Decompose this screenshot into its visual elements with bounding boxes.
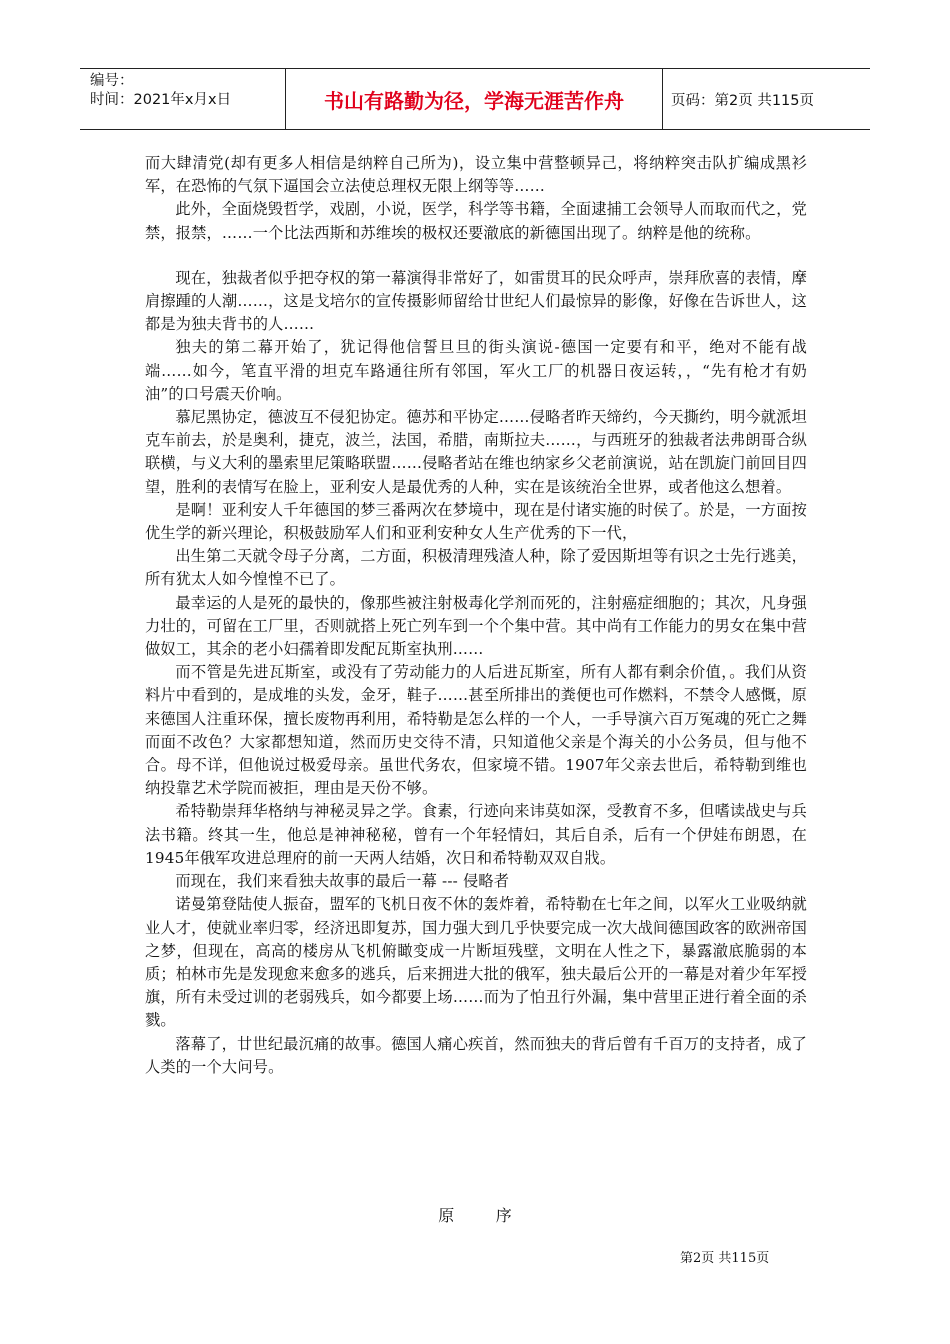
page-footer: 第2页 共115页 [680,1251,770,1266]
paragraph: 最幸运的人是死的最快的，像那些被注射极毒化学剂而死的，注射癌症细胞的；其次，凡身强力壮的，可留在工厂里，否则就搭上死亡列车到一个个集中营。其中尚有工作能力的男女在集中营做奴工，其余的老小妇孺着即发配瓦斯室执刑…… [145,593,807,659]
paragraph: 出生第二天就令母子分离，二方面，积极清理残渣人种，除了爱因斯坦等有识之士先行逃美，所有犹太人如今惶惶不已了。 [145,547,807,589]
document-body [145,152,807,1079]
header-meta [80,69,285,129]
paragraph: 而大肆清党(却有更多人相信是纳粹自己所为)，设立集中营整顿异己，将纳粹突击队扩编成黑衫军，在恐怖的气氛下逼国会立法使总理权无限上纲等等…… [145,154,807,196]
paragraph: 慕尼黑协定，德波互不侵犯协定。德苏和平协定……侵略者昨天缔约，今天撕约，明今就派坦克车前去，於是奥利，捷克，波兰，法国，希腊，南斯拉夫……，与西班牙的独裁者法弗朗哥合纵联横，与义大利的墨索里尼策略联盟……侵略者站在维也纳家乡父老前演说，站在凯旋门前回目四望，胜利的表情写在脸上，亚利安人是最优秀的人种，实在是该统治全世界，或者他这么想着。 [145,408,807,496]
document-time-label: 时间：2021年x月x日 [90,92,232,108]
paragraph: 现在，独裁者似乎把夺权的第一幕演得非常好了，如雷贯耳的民众呼声，崇拜欣喜的表情，摩肩擦踵的人潮……，这是戈培尔的宣传摄影师留给廿世纪人们最惊异的影像，好像在告诉世人，这都是为独夫背书的人…… [145,268,807,334]
paragraph: 独夫的第二幕开始了，犹记得他信誓旦旦的街头演说-德国一定要有和平，绝对不能有战端……如今，笔直平滑的坦克车路通往所有邻国，军火工厂的机器日夜运转，，“先有枪才有奶油”的口号震天价响。 [145,338,807,403]
header-page-number: 页码：第2页 共115页 [671,92,815,109]
paragraph: 希特勒崇拜华格纳与神秘灵异之学。食素，行迹向来讳莫如深，受教育不多，但嗜读战史与兵法书籍。终其一生，他总是神神秘秘，曾有一个年轻情妇，其后自杀，后有一个伊娃布朗恩，在1945年俄军攻进总理府的前一天两人结婚，次日和希特勒双双自戕。 [145,802,807,867]
section-heading: 原序 [438,1206,554,1225]
paragraph: 此外，全面烧毁哲学，戏剧，小说，医学，科学等书籍，全面逮捕工会领导人而取而代之，党禁，报禁，……一个比法西斯和苏维埃的极权还要澈底的新德国出现了。纳粹是他的统称。 [145,200,807,242]
document-number-label: 编号： [90,73,134,89]
paragraph: 诺曼第登陆使人振奋，盟军的飞机日夜不休的轰炸着，希特勒在七年之间，以军火工业吸纳就业人才，使就业率归零，经济迅即复苏，国力强大到几乎快要完成一次大战间德国政客的欧洲帝国之梦，但现在，高高的楼房从飞机俯瞰变成一片断垣残壁，文明在人性之下，暴露澈底脆弱的本质；柏林市先是发现愈来愈多的逃兵，后来拥进大批的俄军，独夫最后公开的一幕是对着少年军授旗，所有未受过训的老弱残兵，如今都要上场……而为了怕丑行外漏，集中营里正进行着全面的杀戮。 [145,895,807,1030]
paragraph: 而现在，我们来看独夫故事的最后一幕 --- 侵略者 [175,872,510,891]
paragraph: 落幕了，廿世纪最沉痛的故事。德国人痛心疾首，然而独夫的背后曾有千百万的支持者，成了人类的一个大问号。 [145,1034,807,1076]
paragraph: 而不管是先进瓦斯室，或没有了劳动能力的人后进瓦斯室，所有人都有剩余价值，。我们从资料片中看到的，是成堆的头发，金牙，鞋子……甚至所排出的粪便也可作燃料，不禁令人感慨，原来德国人注重环保，擅长废物再利用，希特勒是怎么样的一个人，一手导演六百万冤魂的死亡之舞而面不改色？大家都想知道，然而历史交待不清，只知道他父亲是个海关的小公务员，但与他不合。母不详，但他说过极爱母亲。虽世代务农，但家境不错。1907年父亲去世后，希特勒到维也纳投靠艺术学院而被拒，理由是天份不够。 [145,663,807,798]
paragraph: 是啊！亚利安人千年德国的梦三番两次在梦境中，现在是付诸实施的时侯了。於是，一方面按优生学的新兴理论，积极鼓励军人们和亚利安种女人生产优秀的下一代， [145,500,807,543]
paragraph-spacer [145,245,807,267]
header-motto: 书山有路勤为径，学海无涯苦作舟 [285,69,663,129]
page-header [80,68,870,130]
